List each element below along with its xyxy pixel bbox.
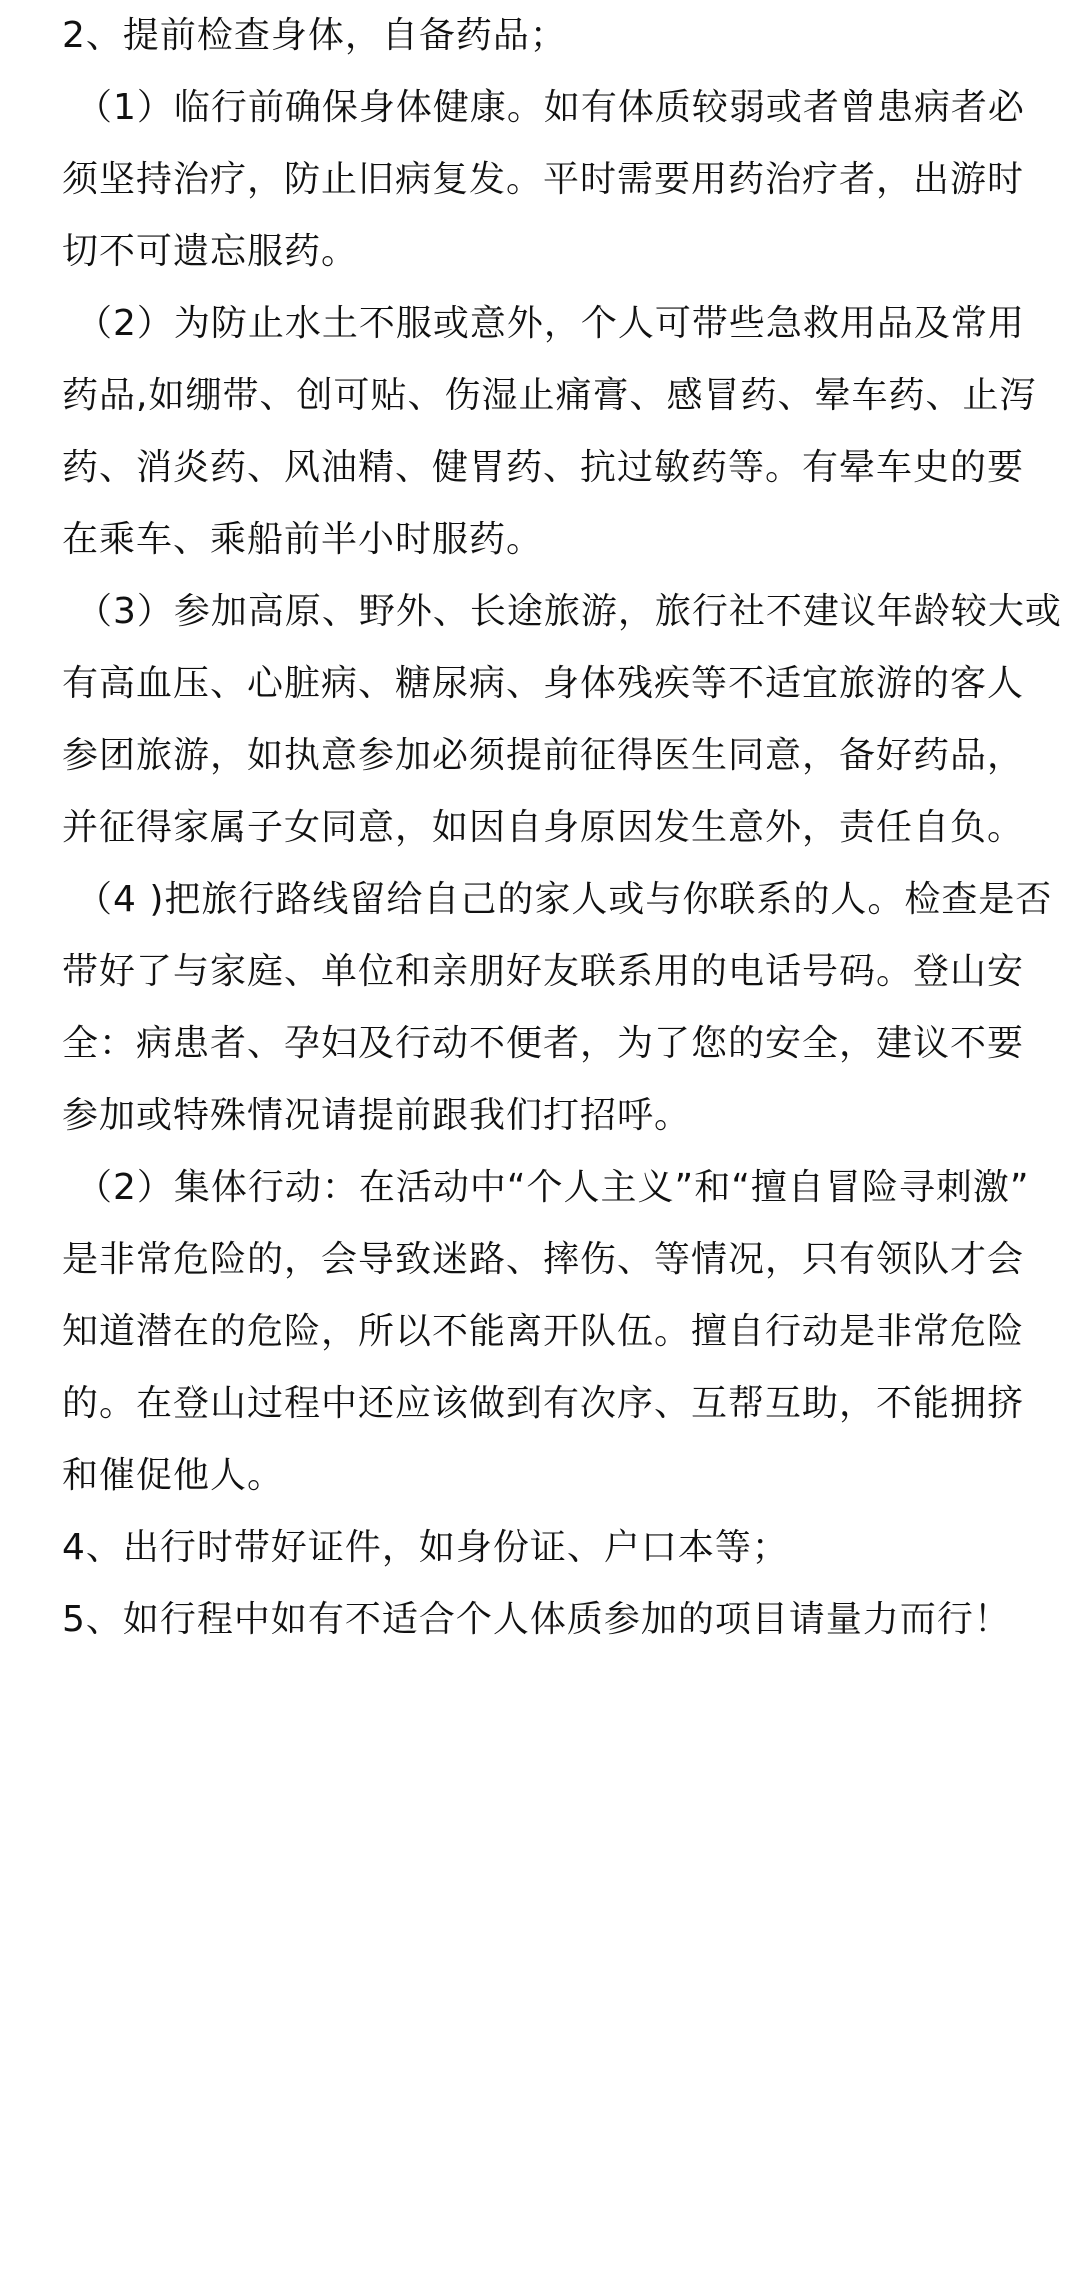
- heading-item-5: 5、如行程中如有不适合个人体质参加的项目请量力而行！: [62, 1599, 1011, 1640]
- document-body: [62, 0, 1062, 1656]
- paragraph-4-line: 参加或特殊情况请提前跟我们打招呼。: [62, 1095, 692, 1136]
- paragraph-4-line: 全：病患者、孕妇及行动不便者，为了您的安全，建议不要: [62, 1023, 1025, 1064]
- paragraph-5-line: 和催促他人。: [62, 1455, 285, 1496]
- paragraph-5-line: 的。在登山过程中还应该做到有次序、互帮互助，不能拥挤: [62, 1383, 1025, 1424]
- paragraph-4-line: （4 )把旅行路线留给自己的家人或与你联系的人。检查是否: [76, 879, 1053, 920]
- paragraph-5-line: 知道潜在的危险，所以不能离开队伍。擅自行动是非常危险: [62, 1311, 1025, 1352]
- paragraph-4-line: 带好了与家庭、单位和亲朋好友联系用的电话号码。登山安: [62, 951, 1025, 992]
- paragraph-2-line: 在乘车、乘船前半小时服药。: [62, 519, 544, 560]
- paragraph-5-line: 是非常危险的，会导致迷路、摔伤、等情况，只有领队才会: [62, 1239, 1025, 1280]
- paragraph-3-line: 有高血压、心脏病、糖尿病、身体残疾等不适宜旅游的客人: [62, 663, 1025, 704]
- heading-item-4: 4、出行时带好证件，如身份证、户口本等；: [62, 1527, 789, 1568]
- paragraph-2-line: 药品,如绷带、创可贴、伤湿止痛膏、感冒药、晕车药、止泻: [62, 375, 1037, 416]
- paragraph-3-line: （3）参加高原、野外、长途旅游，旅行社不建议年龄较大或: [76, 591, 1062, 632]
- paragraph-1-line: （1）临行前确保身体健康。如有体质较弱或者曾患病者必: [76, 87, 1025, 128]
- paragraph-5-line: （2）集体行动：在活动中“个人主义”和“擅自冒险寻刺激”: [76, 1167, 1030, 1208]
- paragraph-3-line: 参团旅游，如执意参加必须提前征得医生同意，备好药品，: [62, 735, 1025, 776]
- paragraph-2-line: （2）为防止水土不服或意外，个人可带些急救用品及常用: [76, 303, 1025, 344]
- heading-item-2: 2、提前检查身体，自备药品；: [62, 15, 567, 56]
- paragraph-2-line: 药、消炎药、风油精、健胃药、抗过敏药等。有晕车史的要: [62, 447, 1025, 488]
- paragraph-1-line: 切不可遗忘服药。: [62, 231, 359, 272]
- paragraph-1-line: 须坚持治疗，防止旧病复发。平时需要用药治疗者，出游时: [62, 159, 1025, 200]
- paragraph-3-line: 并征得家属子女同意，如因自身原因发生意外，责任自负。: [62, 807, 1025, 848]
